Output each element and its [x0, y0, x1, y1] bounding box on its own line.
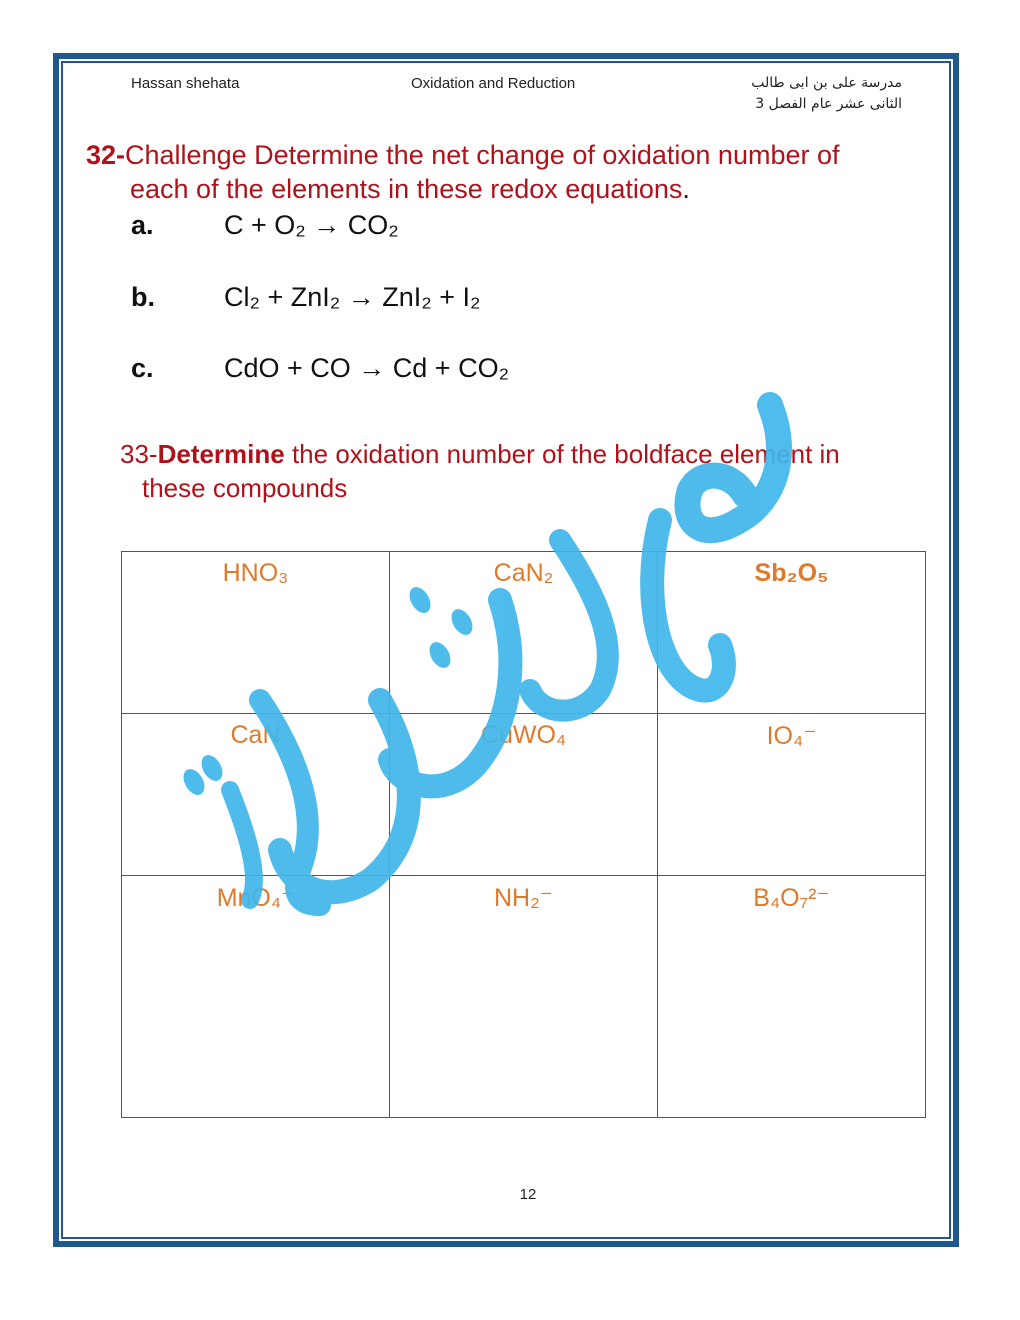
equation-text: Cl₂ + ZnI₂ → ZnI₂ + I₂: [224, 282, 481, 312]
question-33-line1: the oxidation number of the boldface element in: [284, 439, 840, 469]
question-33-number: 33-: [120, 439, 158, 469]
compound-label: Sb₂O₅: [754, 559, 829, 587]
equation-text: CdO + CO → Cd + CO₂: [224, 353, 510, 383]
equation-label: a.: [131, 210, 154, 240]
grid-cell: [122, 876, 390, 1118]
header-school: [751, 73, 902, 115]
header-author: Hassan shehata: [131, 75, 240, 92]
grid-cell: [390, 714, 658, 876]
compound-label: NH₂⁻: [493, 884, 553, 912]
equation-text: C + O₂ → CO₂: [224, 210, 399, 240]
equation-label: b.: [131, 282, 155, 312]
compound-label: CaN₂: [493, 559, 554, 587]
compound-label: CuWO₄: [480, 721, 567, 749]
question-32-line1: Challenge Determine the net change of oxidation number of: [125, 140, 840, 170]
question-33: [120, 437, 920, 505]
question-32-number: 32-: [86, 140, 126, 170]
question-32: [86, 138, 906, 206]
question-32-period: .: [682, 174, 690, 204]
question-33-bold: Determine: [157, 439, 285, 469]
grid-cell: [658, 552, 926, 714]
grid-cell: [122, 552, 390, 714]
equation-c: [131, 353, 509, 384]
question-33-line2: these compounds: [142, 473, 348, 503]
grid-cell: [390, 552, 658, 714]
compound-label: HNO₃: [222, 559, 289, 587]
grid-cell: [658, 876, 926, 1118]
header-school-line1: مدرسة على بن ابى طالب: [751, 75, 902, 91]
equation-label: c.: [131, 353, 154, 383]
header-school-line2: الثانى عشر عام الفصل 3: [755, 96, 902, 112]
compound-label: IO₄⁻: [766, 722, 817, 750]
header-title: Oxidation and Reduction: [411, 75, 576, 92]
grid-cell: [658, 714, 926, 876]
compound-label: CaN: [230, 721, 281, 749]
compound-label: B₄O₇²⁻: [753, 884, 830, 912]
grid-cell: [390, 876, 658, 1118]
grid-cell: [122, 714, 390, 876]
equation-b: [131, 282, 481, 313]
question-32-line2: each of the elements in these redox equations: [130, 174, 683, 204]
compound-label: MnO₄⁻: [216, 884, 295, 912]
compound-grid: [121, 551, 926, 1118]
page-number: 12: [519, 1186, 537, 1203]
equation-a: [131, 210, 399, 241]
